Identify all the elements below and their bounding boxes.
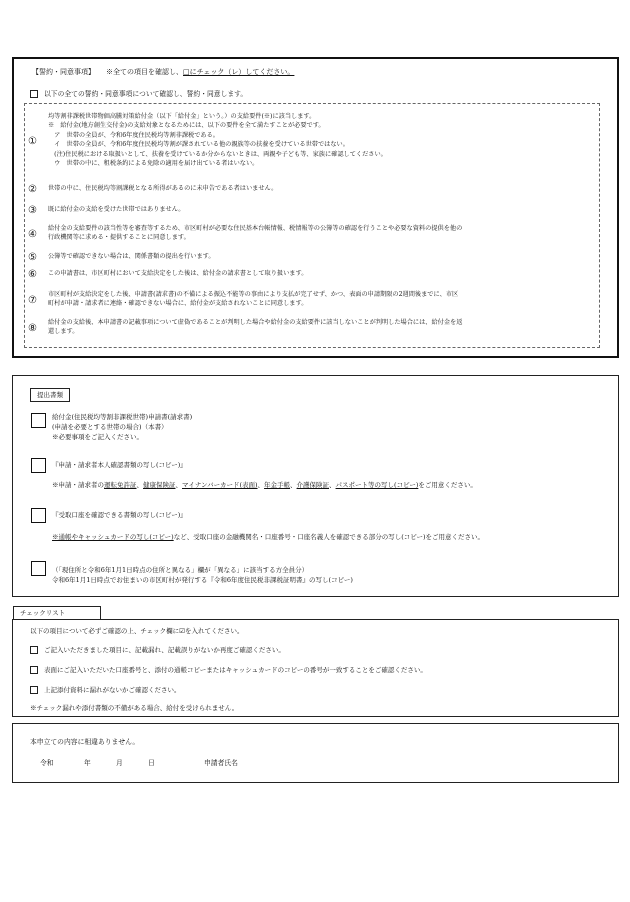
checklist-note: ※チェック漏れや添付書類の不備がある場合、給付を受けられません。: [30, 704, 239, 712]
checklist-checkbox-2[interactable]: [30, 666, 38, 674]
checklist-tab: チェックリスト: [13, 606, 101, 620]
document-4: [52, 565, 353, 585]
checklist-item-2: 表面にご記入いただいた口座番号と、添付の通帳コピーまたはキャッシュカードのコピーの番号が一致することをご確認ください。: [44, 666, 427, 674]
documents-tab: 提出書類: [30, 388, 70, 402]
item-number-8: ⑧: [28, 323, 37, 334]
item-text-6: この申請書は、市区町村において支給決定をした後は、給付金の請求書として取り扱います。: [48, 270, 308, 277]
item-number-7: ⑦: [28, 295, 37, 306]
item-number-6: ⑥: [28, 269, 37, 280]
document-title-4: （「現住所と令和6年1月1日時点の住所と異なる」欄が「異なる」に該当する方全員分）: [52, 566, 309, 574]
item-number-2: ②: [28, 184, 37, 195]
item-text-3: 既に給付金の支給を受けた世帯ではありません。: [48, 206, 185, 213]
declaration-section: [12, 723, 619, 783]
document-title-1: 給付金(住民税均等割非課税世帯)申請書(請求書): [52, 413, 193, 421]
item-number-4: ④: [28, 229, 37, 240]
item-text-7: 市区町村が支給決定をした後、申請書(請求書)の不備による振込不能等の事由により支払が完了せず、かつ、表面の申請期限の2週間後までに、市区 町村が申請・請求者に連絡・確認できない場合に、給付金が支給されないことに同意します。: [48, 291, 459, 308]
document-note-2: ※申請・請求者の運転免許証、健康保険証、マイナンバーカード(表面)、年金手帳、介護保険証、パスポート等の写し(コピー)をご用意ください。: [52, 481, 477, 489]
document-note-3: ※通帳やキャッシュカードの写し(コピー)など、受取口座の金融機関名・口座番号・口座名義人を確認できる部分の写し(コピー)をご用意ください。: [52, 533, 484, 541]
document-checkbox-3[interactable]: [31, 508, 46, 523]
document-title-3: 『受取口座を確認できる書類の写し(コピー)』: [52, 511, 187, 519]
document-checkbox-2[interactable]: [31, 458, 46, 473]
declaration-text: 本申立ての内容に相違ありません。: [30, 738, 140, 746]
item-text-8: 給付金の支給後、本申請書の記載事項について虚偽であることが判明した場合や給付金の支給要件に該当しないことが判明した場合には、給付金を返 還します。: [48, 319, 463, 336]
document-note-1: ※必要事項をご記入ください。: [52, 433, 143, 441]
document-title-2: 『申請・請求者本人確認書類の写し(コピー)』: [52, 461, 187, 469]
document-1: [52, 412, 192, 442]
item-text-1: 均等割非課税世帯物価高騰対策給付金（以下「給付金」という。）の支給要件(※)に該当します。 ※ 給付金(地方創生交付金)の支給対象となるためには、以下の要件を全て満たすことが必要です。 ア 世帯の全員が、令和6年度住民税均等割非課税である。 イ 世帯の全員が、令和6年度住民税均等割が課されている他の親族等の扶養を受けている世帯ではない。 (注)住民税における取扱いとして、扶養を受けているか分からないときは、両親や子ども等、家族に確認してください。 ウ 世帯の中に、租税条約による免除の適用を届け出ている者はいない。: [48, 113, 387, 168]
agree-all-label: 以下の全ての誓約・同意事項について確認し、誓約・同意します。: [44, 90, 248, 98]
oath-instruction: ※全ての項目を確認し、□にチェック（レ）してください。: [106, 68, 295, 76]
document-checkbox-4[interactable]: [31, 561, 46, 576]
agree-all-checkbox[interactable]: [30, 90, 38, 98]
signer-name-label: 申請者氏名: [204, 759, 238, 767]
oath-header: 【誓約・同意事項】: [32, 68, 95, 76]
item-text-2: 世帯の中に、住民税均等割課税となる所得があるのに未申告である者はいません。: [48, 185, 278, 192]
checklist-checkbox-3[interactable]: [30, 686, 38, 694]
item-number-5: ⑤: [28, 252, 37, 263]
item-number-3: ③: [28, 205, 37, 216]
item-text-5: 公簿等で確認できない場合は、関係書類の提出を行います。: [48, 253, 215, 260]
date-day-label: 日: [148, 759, 155, 767]
date-month-label: 月: [116, 759, 123, 767]
checklist-checkbox-1[interactable]: [30, 646, 38, 654]
document-sub-1: (申請を必要とする世帯の場合)（本書）: [52, 423, 168, 431]
date-year-label: 年: [84, 759, 91, 767]
item-text-4: 給付金の支給要件の該当性等を審査等するため、市区町村が必要な住民基本台帳情報、税情報等の公簿等の確認を行うことや必要な資料の提供を他の 行政機関等に求める・提供することに同意します。: [48, 225, 463, 242]
checklist-item-3: 上記添付資料に漏れがないかご確認ください。: [44, 686, 181, 694]
document-sub-4: 令和6年1月1日時点でお住まいの市区町村が発行する『令和6年度住民税非課税証明書』の写し(コピー): [52, 576, 353, 584]
checklist-item-1: ご記入いただきました項目に、記載漏れ、記載誤りがないか再度ご確認ください。: [44, 646, 285, 654]
date-era: 令和: [40, 759, 54, 767]
item-number-1: ①: [28, 136, 37, 147]
checklist-intro: 以下の項目について必ずご確認の上、チェック欄に☑を入れてください。: [30, 627, 244, 635]
document-checkbox-1[interactable]: [31, 413, 46, 428]
